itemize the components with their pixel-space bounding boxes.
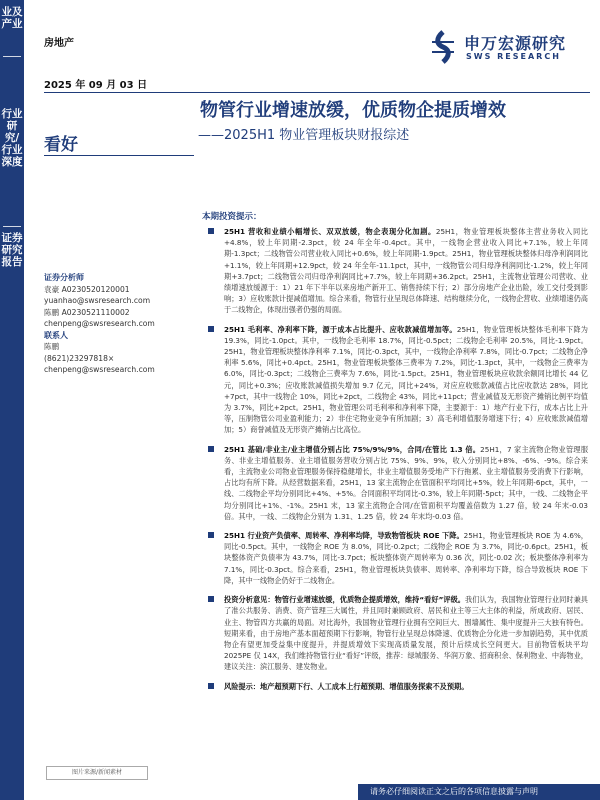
sidebar-top-label: 业及产业 [1, 6, 23, 30]
bullet-icon [208, 446, 214, 452]
highlight-text: 25H1，物业管理板块整体毛利率下降为 19.3%，同比-1.0pct。其中，一线物企毛利率 18.7%，同比-0.5pct；二线物企毛利率 20.5%，同比-1.9pct。25H1，物业管理板块整体净利率 7.1%，同比-0.3pct，其中，一线物企净利率 7.8%，同比-0.7pct；二线物企净利率 5.6%，同比+0.4pct。25H1，物业管理板块整体三费率为 7.2%，同比-1.3pct，其中，一线物企三费率为 6.0%，同比-0.3pct；二线物企三费率为 7.6%，同比-1.5pct。25H1，物业管理板块应收款余额同比增长 44 亿元，同比+0.3%；应收账款减值损失增加 9.7 亿元，同比+24%，对应应收账款减值占比应收款达 28%，同比+7pct，其中一线物企 10%，同比+2pct，二线物企 43%，同比+11pct；营业减值及无形资产摊销比例平均值为 3.7%，同比+2pct。25H1，物业管理公司毛利率和净利率下降，主要源于：1）地产行业下行，成本占比上升等，压制物管公司业盈利能力；2）非住宅物业竞争有所加剧；3）高毛利增值服务增速下行；4）应收账款减值增加；5）商誉减值及无形资产摊销占比高位。 [224, 324, 588, 435]
highlight-lead: 风险提示：地产超预期下行、人工成本上行超预期、增值服务探索不及预期。 [224, 681, 469, 691]
contact-email[interactable]: chenpeng@swsresearch.com [44, 365, 155, 374]
analyst-header: 证券分析师 [44, 273, 84, 282]
analyst-line: 袁豪 A0230520120001 [44, 284, 130, 294]
highlight-lead: 25H1 毛利率、净利率下降，源于成本占比提升、应收款减值增加等。 [224, 324, 457, 334]
highlight-lead: 25H1 营收和业绩小幅增长、双双放缓，物企表现分化加剧。 [224, 227, 436, 236]
report-subtitle: ——2025H1 物业管理板块财报综述 [198, 128, 410, 143]
bullet-icon [208, 532, 214, 538]
footer-source-box: 图片来源/新闻素材 [46, 766, 148, 780]
highlight-text: 25H1，7 家主流物企物业管理服务、非业主增值服务、业主增值服务营收分别占比 75%、9%、9%，收入分别同比+8%、-6%、-9%。综合来看，主流物业公司物业管理服务保持稳健增长，非业主增值服务受地产下行拖累、业主增值服务受消费下行影响，占比均有所下降。从经营数据来看，25H1，13 家主流物企在管面积平均同比+5%，较上年同期-6pct，其中，一线、二线物企平均分别同比+4%、+5%。合同面积平均同比-0.3%，较上年同期-5pct；其中，一线、二线物企平均分别同比+1%、-1%。25H1 末，13 家主流物企合同/在管面积平均覆盖倍数为 1.27 倍，较 24 年末-0.03 倍。其中，一线、二线物企分别为 1.31、1.25 倍，较 24 年末均-0.03 倍。 [224, 444, 589, 521]
highlight-item [202, 530, 588, 586]
highlight-lead: 25H1 基础/非业主/业主增值分别占比 75%/9%/9%，合同/在管比 1.3 倍。 [224, 444, 481, 454]
sidebar-middle-label: 行业研究/行业深度 [1, 108, 23, 168]
highlight-text: 我们认为，我国物业管理行业同时兼具了准公共服务、消费、资产管理三大属性，并且同时兼顾政府、居民和业主等三大主体的利益，所成政府、居民、业主、物管四方共赢的局面。对比海外，我国物业管理行业拥有空间巨大、围墙属性、集中度提升三大独有特色。短期来看，由于房地产基本面超预期下行影响，物管行业呈现总体降速、优质物企分化进一步加剧趋势，其中优质物企有望更加受益集中度提升，并提质增效下实现高质量发展，预计后续成长空间更大。目前物管板块平均 2025PE 仅 14X，我们维持物管行业“看好”评级，推荐：绿城服务、华润万象、招商积余、保利物业、中海物业，建议关注：滨江服务、建发物业。 [224, 595, 588, 672]
header-divider [44, 92, 590, 93]
highlight-item [202, 444, 588, 522]
contact-line: 陈鹏 [44, 342, 60, 351]
highlight-text: 25H1，物业管理板块 ROE 为 4.6%，同比-0.5pct。其中，一线物企 ROE 为 8.0%，同比-0.2pct；二线物企 ROE 为 3.7%，同比-0.6pct。25H1，板块整体资产负债率为 43.7%，同比-3.7pct；板块整体资产周转率为 0.36 次，同比-0.02 次；板块整体净利率为 7.1%，同比-0.3pct。综合来看，25H1，物业管理板块负债率、周转率、净利率均下降，综合导致板块 ROE 下降，其中一线物企仍好于二线物企。 [224, 531, 588, 585]
highlight-item [202, 324, 588, 436]
rating-divider [44, 155, 194, 156]
highlight-text: 25H1，物业管理板块整体主营业务收入同比+4.8%，较上年同期-2.3pct，较 24 年全年-0.4pct。其中，一线物企营业收入同比+7.1%，较上年同期-1.3pct；二线物管公司营业收入同比+0.6%，较上年同期-1.9pct。25H1，物业管理板块整体归母净利润同比+1.1%，较上年同期+12.9pct，较 24 年全年-11.1pct，其中，一线物管公司归母净利润同比-1.2%，较上年同期+3.7pct；二线物管公司归母净利润同比+7.7%，较上年同期+36.2pct。25H1，主流物业管理公司营收、业绩增速放缓源于：1）21 年下半年以来房地产新开工、销售持续下行；2）部分房地产企业出险，竣工交付受到影响；3）应收账款计提减值增加。综合来看，物管行业呈现总体降速、结构继续分化，一线物企营收、业绩增速仍高于二线物企，体现出强者仍强的局面。 [224, 227, 588, 315]
analyst-email[interactable]: chenpeng@swsresearch.com [44, 319, 155, 328]
sidebar-divider [3, 226, 21, 227]
logo-emblem-icon [426, 30, 460, 64]
report-date: 2025 年 09 月 03 日 [44, 80, 148, 91]
sidebar [0, 0, 24, 800]
highlight-item [202, 594, 588, 672]
highlight-lead: 投资分析意见：物管行业增速放缓，优质物企提质增效，维持“看好”评级。 [224, 595, 466, 605]
rating-label: 看好 [44, 135, 78, 155]
analyst-line: 陈鹏 A0230521110002 [44, 307, 130, 317]
highlights-header: 本期投资提示： [202, 212, 262, 222]
analyst-email[interactable]: yuanhao@swsresearch.com [44, 296, 151, 305]
bullet-icon [208, 683, 214, 689]
industry-label: 房地产 [44, 38, 74, 49]
bullet-icon [208, 326, 214, 332]
highlight-item [202, 226, 588, 316]
contact-phone: (8621)23297818× [44, 353, 115, 363]
logo-cn: 申万宏源研究 [464, 34, 567, 53]
logo-en: SWS RESEARCH [466, 52, 561, 61]
sidebar-divider [3, 56, 21, 57]
highlight-item [202, 681, 588, 692]
bullet-icon [208, 228, 214, 234]
company-logo [426, 30, 596, 64]
contact-header: 联系人 [44, 330, 68, 340]
report-title: 物管行业增速放缓，优质物企提质增效 [200, 100, 506, 121]
analyst-panel [44, 272, 194, 376]
disclaimer-bar: 请务必仔细阅读正文之后的各项信息披露与声明 [358, 784, 600, 800]
sidebar-bottom-label: 证券研究报告 [1, 232, 23, 268]
highlight-lead: 25H1 行业资产负债率、周转率、净利率均降，导致物管板块 ROE 下降。 [224, 531, 464, 541]
highlights-body [202, 226, 588, 700]
bullet-icon [208, 596, 214, 602]
